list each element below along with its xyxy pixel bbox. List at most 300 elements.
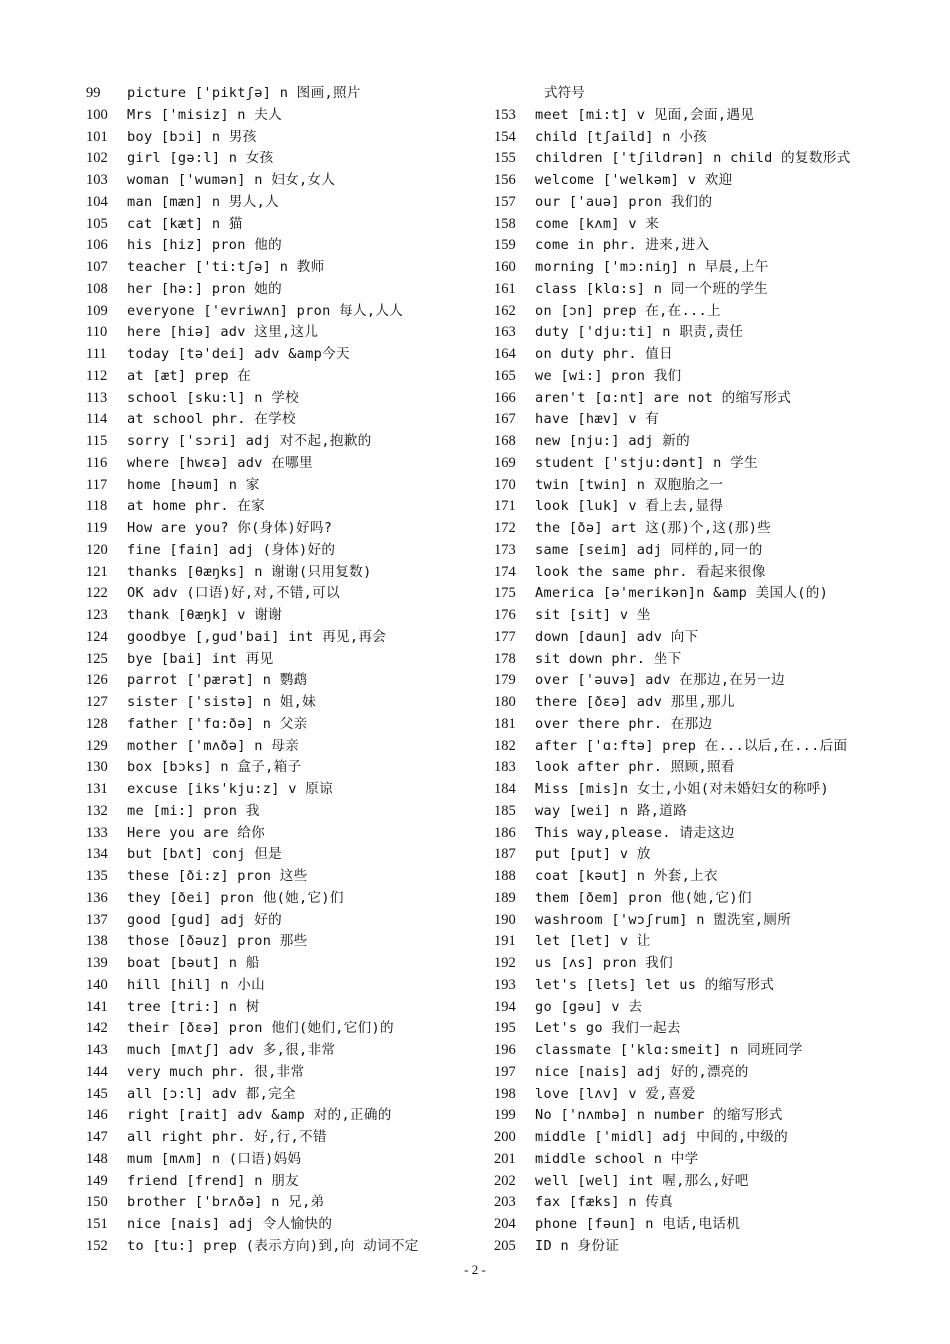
entry-text: girl [gə:l] n 女孩	[127, 150, 274, 167]
entry-number: 156	[494, 172, 516, 188]
entry-text: have [hæv] v 有	[535, 411, 660, 428]
entry-number: 131	[86, 781, 108, 797]
entry-number: 119	[86, 520, 108, 536]
entry-text: box [bɔks] n 盒子,箱子	[127, 759, 302, 776]
entry-text: fine [fain] adj (身体)好的	[127, 541, 336, 558]
vocab-entry	[86, 366, 486, 388]
entry-text: middle school n 中学	[535, 1150, 699, 1167]
vocab-entry	[494, 1018, 914, 1040]
vocab-entry	[86, 475, 486, 497]
entry-number: 177	[494, 628, 516, 645]
entry-number: 144	[86, 1063, 108, 1080]
vocab-entry	[494, 997, 914, 1019]
entry-text: same [seim] adj 同样的,同一的	[535, 541, 763, 558]
entry-text: twin [twin] n 双胞胎之一	[535, 476, 724, 493]
entry-number: 136	[86, 889, 108, 906]
entry-number: 170	[494, 476, 516, 493]
vocab-entry	[86, 736, 486, 758]
vocab-entry	[86, 322, 486, 344]
entry-text: sit down phr. 坐下	[535, 650, 682, 667]
entry-number: 202	[494, 1172, 516, 1189]
entry-text: today [tə'dei] adv &amp今天	[127, 346, 350, 362]
entry-number: 125	[86, 650, 108, 667]
entry-text: child [tʃaild] n 小孩	[535, 128, 708, 145]
entry-text: man [mæn] n 男人,人	[127, 193, 279, 210]
vocab-entry	[86, 692, 486, 714]
vocab-entry	[494, 1062, 914, 1084]
vocab-entry	[494, 562, 914, 584]
entry-number: 187	[494, 846, 516, 863]
entry-text: everyone ['evriwʌn] pron 每人,人人	[127, 302, 404, 319]
entry-number: 130	[86, 759, 108, 776]
vocab-entry	[494, 127, 914, 149]
entry-number: 114	[86, 411, 108, 428]
entry-text: OK adv (口语)好,对,不错,可以	[127, 585, 340, 602]
vocab-entry	[494, 192, 914, 214]
entry-number: 111	[86, 346, 107, 362]
entry-text: well [wel] int 喔,那么,好吧	[535, 1172, 749, 1189]
vocab-entry	[494, 605, 914, 627]
vocab-entry	[494, 257, 914, 279]
entry-number: 185	[494, 802, 516, 819]
entry-number: 196	[494, 1042, 516, 1058]
entry-text: fax [fæks] n 传真	[535, 1194, 674, 1211]
entry-number: 115	[86, 433, 108, 449]
entry-number: 134	[86, 846, 108, 863]
vocab-entry	[494, 214, 914, 236]
entry-text: here [hiə] adv 这里,这儿	[127, 324, 319, 341]
entry-number: 117	[86, 476, 108, 493]
entry-text: over ['əuvə] adv 在那边,在另一边	[535, 672, 785, 689]
entry-number: 168	[494, 433, 516, 449]
entry-number: 101	[86, 128, 108, 145]
vocab-entry	[86, 1214, 486, 1236]
entry-text: love [lʌv] v 爱,喜爱	[535, 1085, 696, 1102]
vocab-entry	[494, 431, 914, 453]
vocab-entry	[86, 235, 486, 257]
vocab-entry	[494, 170, 914, 192]
entry-number: 150	[86, 1194, 108, 1211]
entry-number: 160	[494, 259, 516, 275]
vocab-entry	[86, 562, 486, 584]
page-number: - 2 -	[464, 1262, 486, 1277]
entry-number: 120	[86, 541, 108, 558]
vocab-entry	[86, 953, 486, 975]
vocab-entry	[86, 605, 486, 627]
entry-text: boy [bɔi] n 男孩	[127, 128, 257, 145]
entry-number: 164	[494, 346, 516, 362]
entry-number: 151	[86, 1216, 108, 1232]
entry-number: 154	[494, 128, 516, 145]
entry-number: 191	[494, 933, 516, 950]
entry-number: 126	[86, 672, 108, 689]
entry-text: us [ʌs] pron 我们	[535, 955, 674, 971]
entry-text: our ['auə] pron 我们的	[535, 193, 713, 210]
vocab-entry	[86, 779, 486, 801]
entry-text: morning ['mɔ:niŋ] n 早晨,上午	[535, 259, 769, 275]
entry-text: mother ['mʌðə] n 母亲	[127, 737, 300, 754]
entry-text: Miss [mis]n 女士,小姐(对未婚妇女的称呼)	[535, 781, 829, 797]
vocab-entry	[86, 431, 486, 453]
entry-text: nice [nais] adj 好的,漂亮的	[535, 1063, 749, 1080]
entry-text: those [ðəuz] pron 那些	[127, 933, 308, 950]
vocab-entry	[86, 1018, 486, 1040]
entry-text: come [kʌm] v 来	[535, 215, 660, 232]
vocab-entry	[86, 127, 486, 149]
entry-number: 201	[494, 1150, 516, 1167]
entry-number: 104	[86, 193, 108, 210]
entry-text: cat [kæt] n 猫	[127, 215, 243, 232]
vocab-entry	[86, 866, 486, 888]
entry-text: there [ðεə] adv 那里,那儿	[535, 694, 735, 710]
entry-number: 203	[494, 1194, 516, 1211]
entry-number: 141	[86, 998, 108, 1015]
entry-text: they [ðei] pron 他(她,它)们	[127, 889, 344, 906]
entry-text: bye [bai] int 再见	[127, 650, 274, 667]
vocab-entry	[86, 192, 486, 214]
entry-number: 109	[86, 302, 108, 319]
entry-text: new [nju:] adj 新的	[535, 433, 691, 449]
entry-text: look [luk] v 看上去,显得	[535, 498, 724, 515]
vocab-entry	[494, 910, 914, 932]
vocab-entry	[494, 714, 914, 736]
entry-text: but [bʌt] conj 但是	[127, 846, 283, 863]
entry-number: 107	[86, 259, 108, 275]
vocab-entry	[494, 105, 914, 127]
entry-number: 139	[86, 955, 108, 971]
entry-text: way [wei] n 路,道路	[535, 802, 687, 819]
entry-number: 121	[86, 563, 108, 580]
vocab-entry	[86, 496, 486, 518]
entry-number: 147	[86, 1129, 108, 1145]
vocab-entry	[86, 931, 486, 953]
entry-text: mum [mʌm] n (口语)妈妈	[127, 1150, 302, 1167]
vocab-entry	[86, 1171, 486, 1193]
vocab-entry	[494, 649, 914, 671]
vocab-entry	[86, 214, 486, 236]
vocab-entry	[86, 1040, 486, 1062]
vocab-entry	[86, 301, 486, 323]
entry-text: teacher ['ti:tʃə] n 教师	[127, 259, 325, 275]
vocab-entry	[494, 1236, 914, 1258]
entry-text: let [let] v 让	[535, 933, 651, 950]
entry-number: 159	[494, 237, 516, 254]
entry-number: 165	[494, 367, 516, 384]
entry-number: 152	[86, 1237, 108, 1254]
vocab-entry	[86, 975, 486, 997]
entry-number: 99	[86, 85, 101, 101]
entry-text: meet [mi:t] v 见面,会面,遇见	[535, 106, 755, 123]
vocab-entry	[494, 366, 914, 388]
entry-number: 153	[494, 106, 516, 123]
entry-number: 132	[86, 802, 108, 819]
entry-text: welcome ['welkəm] v 欢迎	[535, 172, 733, 188]
entry-number: 162	[494, 302, 516, 319]
entry-text: let's [lets] let us 的缩写形式	[535, 976, 775, 993]
entry-number: 205	[494, 1237, 516, 1254]
entry-number: 123	[86, 607, 108, 623]
entry-text: her [hə:] pron 她的	[127, 280, 283, 297]
vocab-entry	[86, 170, 486, 192]
entry-number: 186	[494, 824, 516, 841]
entry-number: 198	[494, 1085, 516, 1102]
vocab-entry	[86, 344, 486, 366]
entry-number: 142	[86, 1020, 108, 1037]
vocab-entry	[494, 844, 914, 866]
vocab-entry	[86, 518, 486, 540]
vocab-entry	[494, 692, 914, 714]
entry-text: the [ðə] art 这(那)个,这(那)些	[535, 520, 772, 536]
entry-text: brother ['brʌðə] n 兄,弟	[127, 1194, 325, 1211]
entry-number: 118	[86, 498, 108, 515]
vocab-entry	[494, 344, 914, 366]
vocab-entry	[86, 583, 486, 605]
vocab-entry	[494, 322, 914, 344]
entry-text: America [ə'merikən]n &amp 美国人(的)	[535, 585, 829, 602]
entry-text: class [klɑ:s] n 同一个班的学生	[535, 280, 769, 297]
vocab-entry	[494, 1105, 914, 1127]
entry-number: 116	[86, 454, 108, 471]
vocab-entry	[494, 388, 914, 410]
entry-text: No ['nʌmbə] n number 的缩写形式	[535, 1107, 783, 1124]
vocab-entry	[86, 1127, 486, 1149]
entry-text: phone [fəun] n 电话,电话机	[535, 1216, 741, 1232]
entry-text: friend [frend] n 朋友	[127, 1172, 300, 1189]
entry-text: school [sku:l] n 学校	[127, 389, 300, 406]
vocab-entry	[494, 1127, 914, 1149]
vocab-entry	[494, 627, 914, 649]
entry-text: ID n 身份证	[535, 1237, 620, 1254]
vocab-entry	[494, 1040, 914, 1062]
entry-number: 199	[494, 1107, 516, 1124]
entry-number: 105	[86, 215, 108, 232]
continuation-text: 式符号	[544, 85, 585, 101]
entry-text: excuse [iks'kju:z] v 原谅	[127, 781, 333, 797]
vocab-entry	[494, 1084, 914, 1106]
vocab-entry	[86, 388, 486, 410]
entry-text: sister ['sistə] n 姐,妹	[127, 694, 316, 710]
vocab-entry	[494, 888, 914, 910]
vocab-entry	[86, 257, 486, 279]
entry-text: their [ðεə] pron 他们(她们,它们)的	[127, 1020, 394, 1037]
vocab-entry	[494, 583, 914, 605]
entry-number: 189	[494, 889, 516, 906]
vocab-entry	[494, 518, 914, 540]
vocab-entry	[86, 279, 486, 301]
vocab-entry	[494, 823, 914, 845]
entry-text: thank [θæŋk] v 谢谢	[127, 607, 283, 623]
entry-number: 103	[86, 172, 108, 188]
vocab-entry	[494, 235, 914, 257]
vocab-entry	[86, 649, 486, 671]
vocab-entry	[86, 757, 486, 779]
entry-number: 173	[494, 541, 516, 558]
entry-number: 197	[494, 1063, 516, 1080]
entry-text: middle ['midl] adj 中间的,中级的	[535, 1129, 789, 1145]
entry-text: This way,please. 请走这边	[535, 824, 735, 841]
entry-number: 172	[494, 520, 516, 536]
entry-text: Here you are 给你	[127, 824, 266, 841]
entry-number: 106	[86, 237, 108, 254]
entry-number: 149	[86, 1172, 108, 1189]
entry-text: down [daun] adv 向下	[535, 628, 699, 645]
entry-text: me [mi:] pron 我	[127, 802, 260, 819]
vocab-entry	[86, 148, 486, 170]
entry-number: 158	[494, 215, 516, 232]
vocab-entry	[494, 866, 914, 888]
vocab-entry	[86, 1236, 486, 1258]
entry-text: home [həum] n 家	[127, 476, 260, 493]
entry-number: 143	[86, 1042, 108, 1058]
entry-number: 180	[494, 694, 516, 710]
vocab-entry	[494, 148, 914, 170]
entry-text: classmate ['klɑ:smeit] n 同班同学	[535, 1042, 803, 1058]
vocab-entry	[86, 714, 486, 736]
entry-text: duty ['dju:ti] n 职责,责任	[535, 324, 744, 341]
entry-text: go [gəu] v 去	[535, 998, 643, 1015]
entry-text: picture ['piktʃə] n 图画,照片	[127, 85, 361, 101]
entry-number: 113	[86, 389, 108, 406]
entry-number: 138	[86, 933, 108, 950]
entry-number: 155	[494, 150, 516, 167]
entry-number: 188	[494, 868, 516, 884]
entry-text: where [hwεə] adv 在哪里	[127, 454, 313, 471]
entry-text: father ['fɑ:ðə] n 父亲	[127, 715, 308, 732]
vocab-entry	[494, 975, 914, 997]
entry-text: very much phr. 很,非常	[127, 1063, 305, 1080]
vocab-entry	[86, 105, 486, 127]
entry-number: 200	[494, 1129, 516, 1145]
entry-number: 122	[86, 585, 108, 602]
entry-text: boat [bəut] n 船	[127, 955, 260, 971]
entry-number: 108	[86, 280, 108, 297]
entry-text: at school phr. 在学校	[127, 411, 296, 428]
entry-number: 169	[494, 454, 516, 471]
entry-number: 171	[494, 498, 516, 515]
vocab-entry	[494, 475, 914, 497]
entry-number: 183	[494, 759, 516, 776]
entry-text: on [ɔn] prep 在,在...上	[535, 302, 721, 319]
vocab-entry	[494, 409, 914, 431]
vocab-entry	[86, 409, 486, 431]
entry-number: 127	[86, 694, 108, 710]
entry-text: on duty phr. 值日	[535, 346, 674, 362]
entry-text: all [ɔ:l] adv 都,完全	[127, 1085, 296, 1102]
entry-text: come in phr. 进来,进入	[535, 237, 710, 254]
entry-text: all right phr. 好,行,不错	[127, 1129, 327, 1145]
entry-number: 102	[86, 150, 108, 167]
entry-text: hill [hil] n 小山	[127, 976, 266, 993]
entry-number: 163	[494, 324, 516, 341]
right-column	[494, 83, 914, 1258]
entry-text: Let's go 我们一起去	[535, 1020, 681, 1037]
entry-number: 184	[494, 781, 516, 797]
entry-number: 140	[86, 976, 108, 993]
vocab-entry	[86, 1062, 486, 1084]
entry-text: goodbye [,gud'bai] int 再见,再会	[127, 628, 387, 645]
entry-text: look the same phr. 看起来很像	[535, 563, 766, 580]
entry-number: 135	[86, 868, 108, 884]
entry-number: 166	[494, 389, 516, 406]
vocab-entry	[86, 1149, 486, 1171]
entry-text: at [æt] prep 在	[127, 367, 252, 384]
entry-number: 100	[86, 106, 108, 123]
vocab-entry	[494, 496, 914, 518]
vocab-entry	[86, 910, 486, 932]
entry-text: parrot ['pærət] n 鹦鹉	[127, 672, 308, 689]
entry-number: 178	[494, 650, 516, 667]
entry-text: student ['stju:dənt] n 学生	[535, 454, 758, 471]
vocab-entry	[494, 1214, 914, 1236]
vocab-entry	[86, 1105, 486, 1127]
entry-text: washroom ['wɔʃrum] n 盥洗室,厕所	[535, 911, 792, 928]
entry-text: aren't [ɑ:nt] are not 的缩写形式	[535, 389, 792, 406]
entry-text: to [tu:] prep (表示方向)到,向 动词不定	[127, 1237, 419, 1254]
entry-text: thanks [θæŋks] n 谢谢(只用复数)	[127, 563, 372, 580]
entry-number: 190	[494, 911, 516, 928]
entry-number: 179	[494, 672, 516, 689]
entry-text: How are you? 你(身体)好吗?	[127, 520, 333, 536]
vocab-entry	[86, 670, 486, 692]
vocab-entry	[86, 627, 486, 649]
entry-number: 167	[494, 411, 516, 428]
vocab-entry	[494, 540, 914, 562]
entry-number: 161	[494, 280, 516, 297]
entry-text: woman ['wumən] n 妇女,女人	[127, 172, 336, 188]
entry-text: these [ði:z] pron 这些	[127, 868, 308, 884]
vocab-entry	[494, 453, 914, 475]
entry-number: 112	[86, 367, 108, 384]
entry-number: 129	[86, 737, 108, 754]
entry-number: 146	[86, 1107, 108, 1124]
vocab-entry	[86, 1084, 486, 1106]
vocab-entry	[494, 736, 914, 758]
entry-number: 137	[86, 911, 108, 928]
entry-text: his [hiz] pron 他的	[127, 237, 283, 254]
entry-number: 181	[494, 715, 516, 732]
entry-text: sorry ['sɔri] adj 对不起,抱歉的	[127, 433, 372, 449]
entry-text: nice [nais] adj 令人愉快的	[127, 1216, 333, 1232]
vocab-entry	[494, 670, 914, 692]
entry-number: 145	[86, 1085, 108, 1102]
entry-number: 194	[494, 998, 516, 1015]
vocab-entry	[494, 779, 914, 801]
vocab-entry	[86, 83, 486, 105]
entry-text: much [mʌtʃ] adv 多,很,非常	[127, 1042, 336, 1058]
left-column	[86, 83, 486, 1258]
vocab-entry	[86, 1192, 486, 1214]
entry-number: 192	[494, 955, 516, 971]
entry-text: children ['tʃildrən] n child 的复数形式	[535, 150, 851, 167]
entry-text: at home phr. 在家	[127, 498, 266, 515]
vocab-entry	[86, 453, 486, 475]
vocab-entry	[494, 801, 914, 823]
entry-number: 148	[86, 1150, 108, 1167]
entry-number: 128	[86, 715, 108, 732]
entry-number: 133	[86, 824, 108, 841]
entry-text: look after phr. 照顾,照看	[535, 759, 735, 776]
entry-number: 174	[494, 563, 516, 580]
entry-number: 182	[494, 737, 516, 754]
entry-number: 157	[494, 193, 516, 210]
entry-number: 204	[494, 1216, 516, 1232]
entry-number: 175	[494, 585, 516, 602]
vocab-entry	[86, 888, 486, 910]
vocab-entry	[494, 1171, 914, 1193]
vocab-entry	[86, 844, 486, 866]
entry-text: over there phr. 在那边	[535, 715, 713, 732]
entry-text: sit [sit] v 坐	[535, 607, 651, 623]
